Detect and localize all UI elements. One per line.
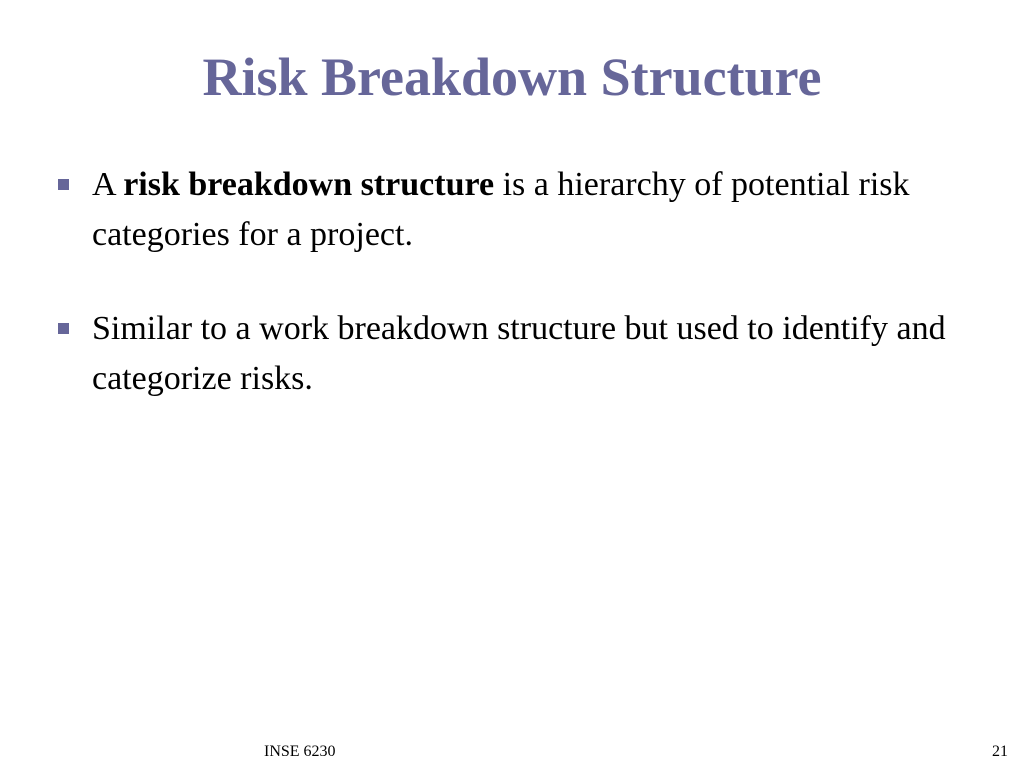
bullet-text-definition (92, 166, 910, 253)
bullet-text-similarity: Similar to a work breakdown structure but used to identify and categorize risks. (92, 310, 946, 397)
footer-course: INSE 6230 (264, 743, 336, 760)
bullet-emphasis: risk breakdown structure (123, 166, 495, 203)
bullet-item-definition (56, 160, 996, 260)
footer-page-number: 21 (992, 743, 1008, 760)
square-bullet-icon (58, 323, 69, 334)
square-bullet-icon (58, 179, 69, 190)
bullet-list (56, 160, 996, 448)
bullet-suffix: is a hierarchy of potential risk categories for a project. (92, 166, 910, 253)
bullet-item-similarity (56, 304, 996, 404)
slide-title: Risk Breakdown Structure (202, 47, 822, 107)
bullet-prefix: A (92, 166, 124, 203)
